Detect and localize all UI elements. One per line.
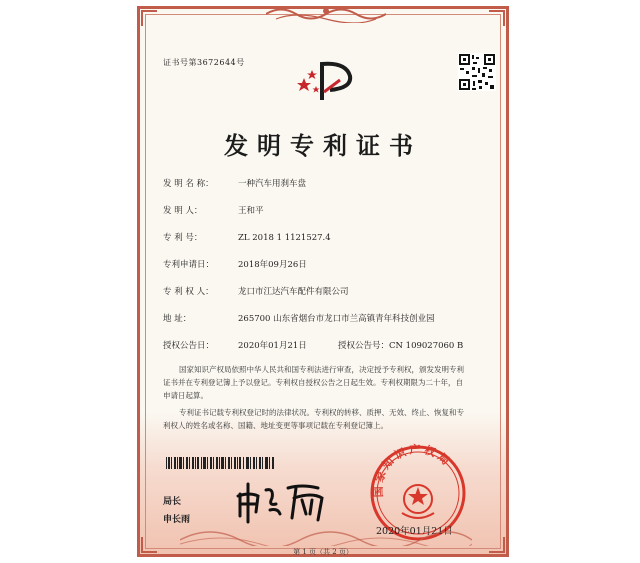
patentee-row (163, 285, 349, 297)
patent-number-value: ZL 2018 1 1121527.4 (238, 233, 331, 243)
paragraph-line: 专利证书记载专利权登记时的法律状况。专利权的转移、质押、无效、终止、恢复和专 (179, 408, 464, 417)
svg-text:国家知识产权局 (371, 443, 454, 498)
legal-status-paragraph (163, 406, 489, 432)
filing-date-row (163, 258, 307, 270)
patent-number-label: 专 利 号： (163, 233, 203, 243)
top-ornament (266, 5, 386, 23)
patentee-label: 专 利 权 人： (163, 287, 214, 297)
page-number: 第 1 页（共 2 页） (293, 548, 353, 556)
invention-name-row (163, 177, 306, 189)
director-title: 局长 (163, 497, 182, 507)
grant-date-label: 授权公告日： (163, 341, 215, 351)
bottom-ornament (180, 504, 472, 546)
corner-ornament (141, 10, 157, 26)
filing-date-value: 2018年09月26日 (238, 260, 307, 270)
corner-ornament (489, 10, 505, 26)
barcode-icon (166, 457, 276, 469)
paragraph-line: 国家知识产权局依照中华人民共和国专利法进行审查，决定授予专利权，颁发发明专利 (179, 365, 464, 374)
filing-date-label: 专利申请日： (163, 260, 215, 270)
paragraph-line: 证书并在专利登记簿上予以登记。专利权自授权公告之日起生效。专利权期限为二十年，自 (163, 378, 463, 387)
paragraph-line: 申请日起算。 (163, 391, 208, 400)
patent-number-row (163, 231, 331, 243)
inventor-value: 王和平 (238, 206, 264, 216)
certificate-title: 发明专利证书 (224, 131, 422, 160)
grant-row (163, 339, 463, 351)
grant-date-value: 2020年01月21日 (238, 341, 307, 351)
grant-statement-paragraph (163, 363, 489, 402)
patent-certificate (137, 6, 509, 557)
qr-code-icon (458, 53, 496, 95)
seal-text: 国家知识产权局 (371, 443, 455, 498)
seal-date: 2020年01月21日 (376, 526, 453, 537)
inventor-label: 发 明 人： (163, 206, 203, 216)
inventor-row (163, 204, 264, 216)
address-value: 265700 山东省烟台市龙口市兰高镇青年科技创业园 (238, 314, 435, 324)
invention-name-value: 一种汽车用刹车盘 (238, 179, 307, 189)
address-label: 地 址： (163, 314, 192, 324)
director-name: 申长雨 (163, 515, 191, 525)
cnipa-logo-icon (294, 56, 362, 104)
paragraph-line: 利权人的姓名或名称、国籍、地址变更等事项记载在专利登记簿上。 (163, 421, 388, 430)
invention-name-label: 发 明 名 称： (163, 179, 214, 189)
grant-number-value: CN 109027060 B (389, 341, 464, 351)
address-row (163, 312, 435, 324)
patentee-value: 龙口市江达汽车配件有限公司 (238, 287, 349, 297)
grant-number-label: 授权公告号： (338, 341, 390, 351)
certificate-number: 证书号第3672644号 (163, 58, 245, 67)
